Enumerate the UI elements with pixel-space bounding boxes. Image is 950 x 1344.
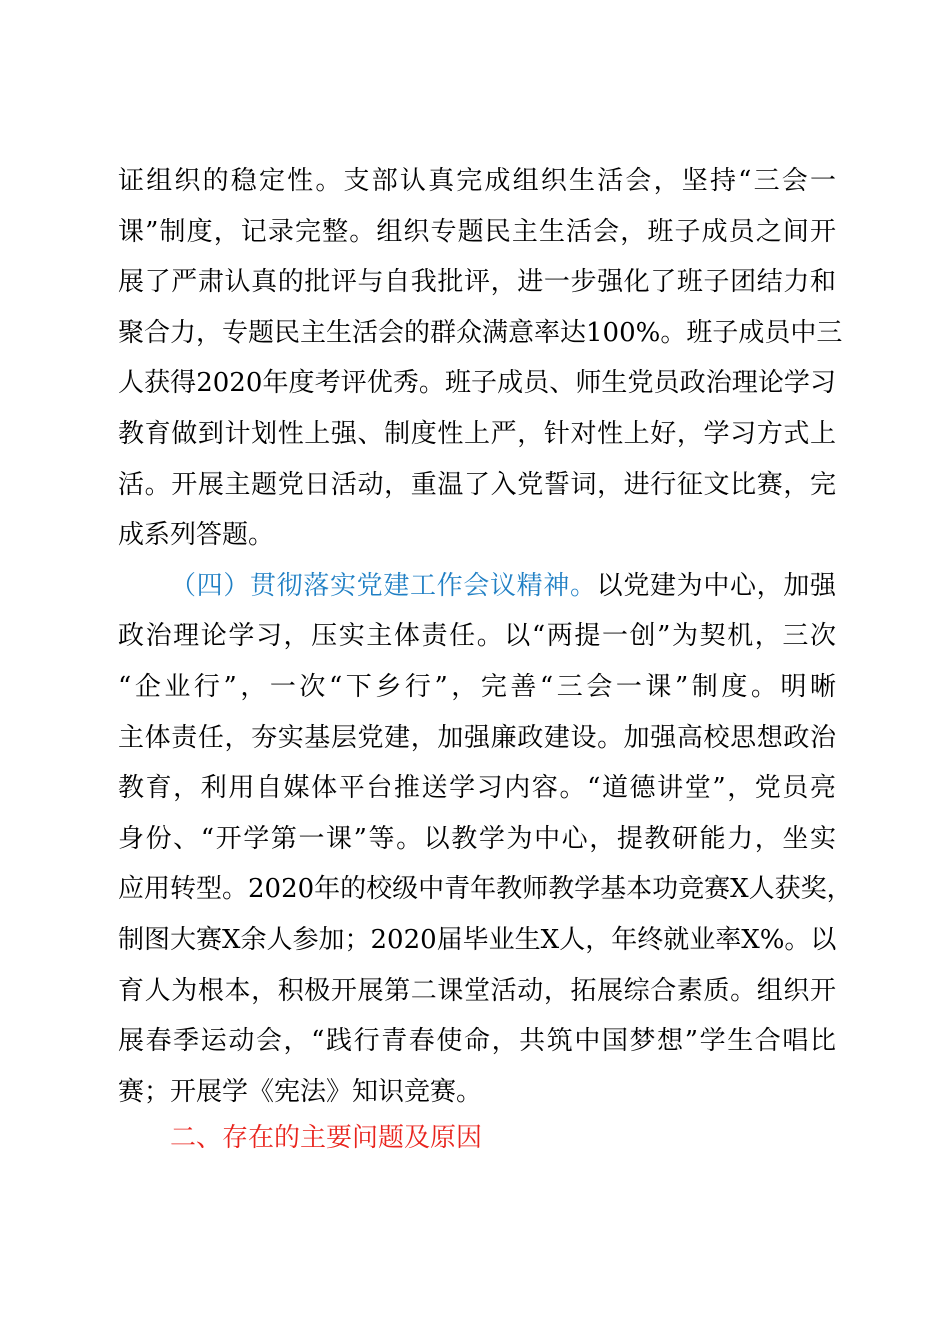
- text-line: 赛；开展学《宪法》知识竞赛。: [118, 1076, 483, 1107]
- text-line: 应用转型。2020年的校级中青年教师教学基本功竞赛X人获奖，: [118, 874, 853, 905]
- text-fragment: 以党建为中心，加强: [596, 570, 836, 601]
- text-line: 主体责任，夯实基层党建，加强廉政建设。加强高校思想政治: [118, 722, 836, 753]
- text-line: 人获得2020年度考评优秀。班子成员、师生党员政治理论学习: [118, 368, 836, 399]
- paragraph-first-line: [118, 561, 836, 612]
- text-line: 教育，利用自媒体平台推送学习内容。“道德讲堂”，党员亮: [118, 773, 836, 804]
- paragraph-continued: [118, 156, 843, 561]
- text-line: 成系列答题。: [118, 520, 275, 551]
- text-line: 身份、“开学第一课”等。以教学为中心，提教研能力，坐实: [118, 823, 836, 854]
- text-line: 制图大赛X余人参加；2020届毕业生X人，年终就业率X%。以: [118, 924, 837, 955]
- text-line: 政治理论学习，压实主体责任。以“两提一创”为契机，三次: [118, 621, 836, 652]
- text-line: 育人为根本，积极开展第二课堂活动，拓展综合素质。组织开: [118, 975, 836, 1006]
- text-line: 聚合力，专题民主生活会的群众满意率达100%。班子成员中三: [118, 317, 843, 348]
- text-line: 教育做到计划性上强、制度性上严，针对性上好，学习方式上: [118, 418, 836, 449]
- document-body: [118, 156, 853, 1117]
- text-line: 展了严肃认真的批评与自我批评，进一步强化了班子团结力和: [118, 267, 836, 298]
- paragraph-party-building: [118, 561, 853, 1118]
- section-heading-problems: 二、存在的主要问题及原因: [170, 1123, 483, 1153]
- text-line: 活。开展主题党日活动，重温了入党誓词，进行征文比赛，完: [118, 469, 836, 500]
- text-line: “企业行”，一次“下乡行”，完善“三会一课”制度。明晰: [118, 671, 836, 702]
- text-line: 证组织的稳定性。支部认真完成组织生活会，坚持“三会一: [118, 166, 836, 196]
- subheading-four: （四）贯彻落实党建工作会议精神。: [170, 570, 597, 601]
- text-line: 课”制度，记录完整。组织专题民主生活会，班子成员之间开: [118, 216, 836, 247]
- text-line: 展春季运动会，“践行青春使命，共筑中国梦想”学生合唱比: [118, 1026, 836, 1057]
